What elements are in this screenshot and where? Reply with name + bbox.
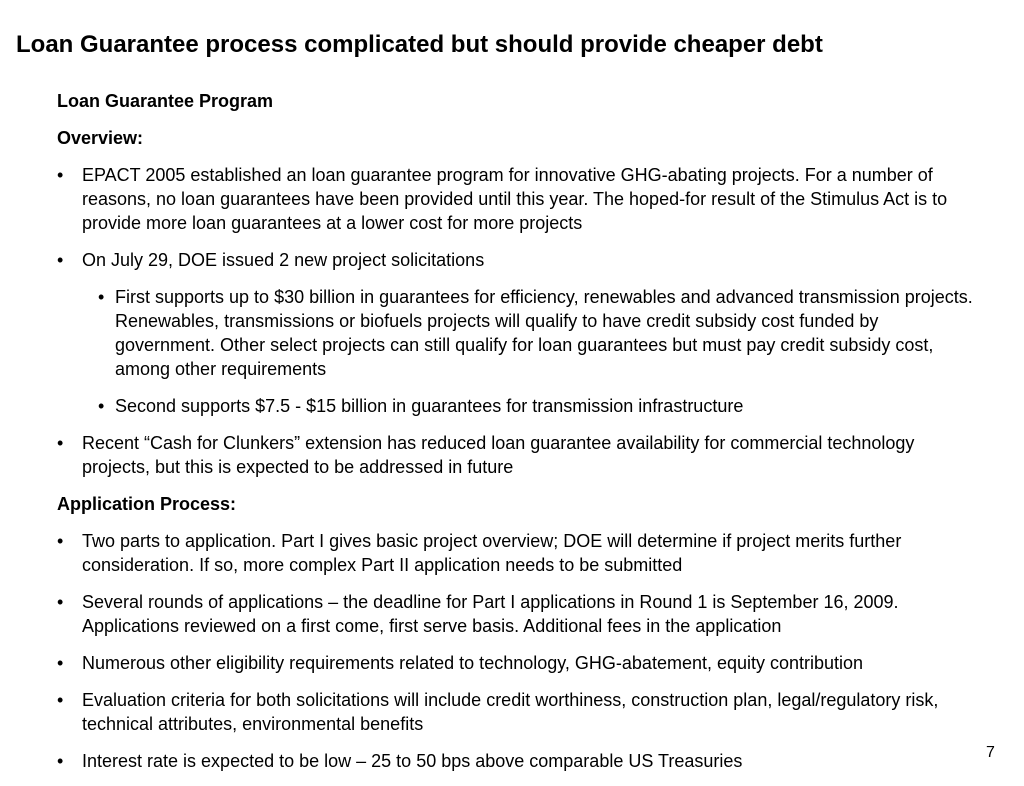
application-bullet: [57, 590, 977, 638]
overview-heading: Overview:: [57, 128, 144, 148]
overview-sub-bullet: [57, 394, 977, 418]
overview-bullet: [57, 163, 977, 235]
page-number: 7: [986, 744, 995, 761]
bullet-marker: •: [98, 396, 105, 416]
application-heading: Application Process:: [57, 494, 237, 514]
bullet-text: Evaluation criteria for both solicitations will include credit worthiness, construction plan, legal/regulatory risk, technical attributes, environmental benefits: [82, 690, 939, 734]
bullet-text: Several rounds of applications – the deadline for Part I applications in Round 1 is September 16, 2009. Applications reviewed on a first come, first serve basis. Additional fees in the application: [82, 592, 899, 636]
bullet-marker: •: [57, 531, 64, 551]
program-heading: Loan Guarantee Program: [57, 91, 274, 111]
bullet-text: Recent “Cash for Clunkers” extension has reduced loan guarantee availability for commercial technology projects, but this is expected to be addressed in future: [82, 433, 915, 477]
application-bullet: [57, 749, 977, 773]
bullet-marker: •: [57, 653, 64, 673]
application-bullet: [57, 688, 977, 736]
bullet-text: EPACT 2005 established an loan guarantee program for innovative GHG-abating projects. For a number of reasons, no loan guarantees have been provided until this year. The hoped-for result of the Stimulus Act is to provide more loan guarantees at a lower cost for more projects: [82, 165, 948, 233]
bullet-marker: •: [57, 250, 64, 270]
bullet-text: Two parts to application. Part I gives basic project overview; DOE will determine if project merits further consideration. If so, more complex Part II application needs to be submitted: [82, 531, 902, 575]
slide-title: Loan Guarantee process complicated but should provide cheaper debt: [16, 31, 823, 58]
overview-bullet: [57, 248, 977, 272]
bullet-text: Interest rate is expected to be low – 25 to 50 bps above comparable US Treasuries: [82, 751, 743, 771]
bullet-marker: •: [57, 751, 64, 771]
bullet-text: Numerous other eligibility requirements related to technology, GHG-abatement, equity contribution: [82, 653, 864, 673]
bullet-text: On July 29, DOE issued 2 new project solicitations: [82, 250, 485, 270]
bullet-marker: •: [57, 690, 64, 710]
bullet-text: First supports up to $30 billion in guarantees for efficiency, renewables and advanced transmission projects. Renewables, transmissions or biofuels projects will qualify to have credit subsidy cost funded by government. Other select projects can still qualify for loan guarantees but must pay credit subsidy cost, among other requirements: [115, 287, 973, 379]
bullet-marker: •: [98, 287, 105, 307]
bullet-text: Second supports $7.5 - $15 billion in guarantees for transmission infrastructure: [115, 396, 744, 416]
bullet-marker: •: [57, 165, 64, 185]
application-bullet: [57, 651, 977, 675]
overview-sub-bullet: [57, 285, 977, 381]
overview-bullet: [57, 431, 977, 479]
slide-content: [57, 89, 977, 786]
bullet-marker: •: [57, 592, 64, 612]
application-bullet: [57, 529, 977, 577]
bullet-marker: •: [57, 433, 64, 453]
